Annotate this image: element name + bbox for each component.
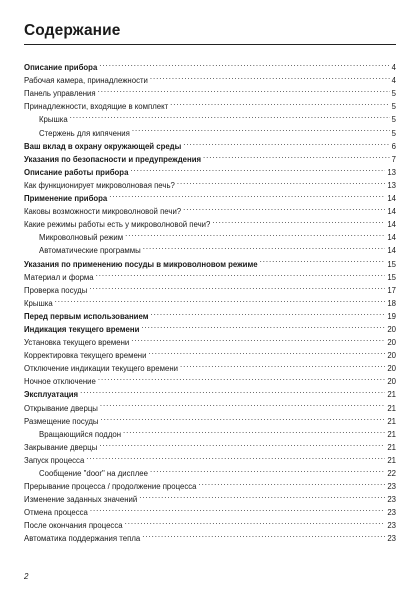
dot-leader bbox=[180, 358, 385, 371]
toc-entry-title: Автоматические программы bbox=[39, 246, 141, 256]
toc-entry-page: 20 bbox=[387, 338, 396, 348]
toc-entry-title: Панель управления bbox=[24, 89, 96, 99]
toc-entry bbox=[24, 397, 396, 413]
toc-entry-title: Проверка посуды bbox=[24, 285, 88, 295]
toc-entry-title: Микроволновый режим bbox=[39, 233, 124, 243]
toc-entry-title: Ваш вклад в охрану окружающей среды bbox=[24, 141, 182, 151]
toc-entry-page: 21 bbox=[387, 403, 396, 413]
toc-entry-page: 20 bbox=[387, 351, 396, 361]
toc-entry-title: Сообщение "door" на дисплее bbox=[39, 469, 148, 478]
dot-leader bbox=[148, 345, 385, 358]
dot-leader bbox=[109, 188, 385, 201]
toc-entry-title: Индикация текущего времени bbox=[24, 324, 140, 334]
dot-leader bbox=[177, 175, 385, 188]
dot-leader bbox=[203, 149, 390, 162]
table-of-contents bbox=[24, 57, 396, 544]
toc-entry-title: Материал и форма bbox=[24, 272, 94, 282]
dot-leader bbox=[80, 384, 385, 397]
dot-leader bbox=[98, 83, 390, 96]
dot-leader bbox=[170, 96, 390, 109]
toc-entry-page: 21 bbox=[387, 455, 396, 465]
page-title: Содержание bbox=[24, 22, 121, 39]
dot-leader bbox=[89, 280, 385, 293]
dot-leader bbox=[70, 109, 390, 122]
dot-leader bbox=[141, 319, 385, 332]
toc-entry-title: После окончания процесса bbox=[24, 521, 123, 531]
toc-entry-page: 15 bbox=[387, 272, 396, 282]
toc-entry-page: 21 bbox=[387, 390, 396, 400]
dot-leader bbox=[86, 450, 385, 463]
toc-entry-page: 13 bbox=[387, 167, 396, 177]
toc-entry-page: 23 bbox=[387, 534, 396, 544]
toc-entry-page: 5 bbox=[391, 115, 396, 125]
toc-entry bbox=[24, 122, 396, 138]
dot-leader bbox=[100, 397, 385, 410]
dot-leader bbox=[98, 371, 385, 384]
dot-leader bbox=[131, 332, 385, 345]
dot-leader bbox=[130, 162, 385, 175]
dot-leader bbox=[139, 489, 385, 502]
toc-entry-title: Отключение индикации текущего времени bbox=[24, 364, 178, 374]
toc-entry-page: 14 bbox=[387, 233, 396, 243]
dot-leader bbox=[142, 528, 385, 541]
toc-entry-title: Крышка bbox=[24, 298, 53, 308]
toc-entry-title: Указания по безопасности и предупреждения bbox=[24, 154, 202, 164]
toc-entry-page: 5 bbox=[391, 102, 396, 112]
toc-entry-title: Перед первым использованием bbox=[24, 311, 149, 321]
toc-entry-page: 21 bbox=[387, 429, 396, 439]
toc-entry-title: Описание работы прибора bbox=[24, 167, 129, 177]
toc-entry-page: 14 bbox=[387, 207, 396, 217]
toc-section-entry bbox=[24, 306, 396, 319]
toc-entry-page: 19 bbox=[387, 311, 396, 321]
toc-section-entry bbox=[24, 384, 396, 400]
dot-leader bbox=[212, 214, 385, 227]
toc-entry-page: 20 bbox=[387, 324, 396, 334]
toc-entry-title: Ночное отключение bbox=[24, 377, 96, 387]
toc-entry-page: 20 bbox=[387, 364, 396, 374]
toc-entry-page: 4 bbox=[391, 76, 396, 86]
toc-entry-title: Крышка bbox=[39, 115, 68, 125]
dot-leader bbox=[101, 411, 386, 424]
toc-entry-title: Отмена процесса bbox=[24, 508, 88, 518]
toc-entry-title: Каковы возможности микроволновой печи? bbox=[24, 207, 182, 217]
dot-leader bbox=[125, 515, 386, 528]
toc-entry-title: Эксплуатация bbox=[24, 390, 79, 400]
dot-leader bbox=[150, 70, 390, 83]
toc-section-entry bbox=[24, 57, 396, 73]
dot-leader bbox=[198, 476, 385, 489]
toc-entry-title: Принадлежности, входящие в комплект bbox=[24, 102, 169, 112]
toc-entry-page: 6 bbox=[391, 141, 396, 151]
toc-entry-title: Размещение посуды bbox=[24, 416, 99, 426]
toc-entry-title: Автоматика поддержания тепла bbox=[24, 534, 141, 544]
toc-entry bbox=[24, 293, 396, 306]
dot-leader bbox=[123, 424, 385, 437]
dot-leader bbox=[99, 57, 389, 70]
toc-entry-page: 13 bbox=[387, 180, 396, 190]
toc-entry-title: Применение прибора bbox=[24, 194, 108, 204]
toc-entry-page: 5 bbox=[391, 128, 396, 138]
toc-entry-page: 23 bbox=[387, 508, 396, 518]
dot-leader bbox=[183, 201, 385, 214]
toc-entry-page: 7 bbox=[391, 154, 396, 164]
toc-entry-page: 4 bbox=[391, 63, 396, 73]
dot-leader bbox=[150, 463, 385, 476]
toc-entry-title: Описание прибора bbox=[24, 63, 98, 73]
toc-entry-title: Указания по применению посуды в микроволновом режиме bbox=[24, 259, 258, 269]
toc-entry-title: Вращающийся поддон bbox=[39, 429, 122, 439]
title-underline bbox=[24, 44, 396, 45]
toc-entry-page: 14 bbox=[387, 194, 396, 204]
toc-entry-title: Закрывание дверцы bbox=[24, 442, 98, 452]
toc-entry-page: 21 bbox=[387, 416, 396, 426]
toc-entry-title: Установка текущего времени bbox=[24, 338, 130, 348]
toc-entry-page: 14 bbox=[387, 246, 396, 256]
dot-leader bbox=[90, 502, 385, 515]
dot-leader bbox=[96, 267, 386, 280]
toc-entry-title: Стержень для кипячения bbox=[39, 128, 130, 138]
toc-entry-page: 20 bbox=[387, 377, 396, 387]
toc-entry-title: Какие режимы работы есть у микроволновой печи? bbox=[24, 220, 211, 230]
toc-entry-title: Открывание дверцы bbox=[24, 403, 98, 413]
toc-entry-title: Рабочая камера, принадлежности bbox=[24, 76, 148, 86]
dot-leader bbox=[143, 240, 386, 253]
toc-entry-page: 18 bbox=[387, 298, 396, 308]
dot-leader bbox=[150, 306, 385, 319]
toc-entry-page: 22 bbox=[387, 469, 396, 478]
toc-entry-page: 21 bbox=[387, 442, 396, 452]
page-number: 2 bbox=[24, 572, 29, 581]
toc-entry-title: Как функционирует микроволновая печь? bbox=[24, 180, 175, 190]
dot-leader bbox=[55, 293, 386, 306]
toc-entry bbox=[24, 109, 396, 125]
dot-leader bbox=[125, 227, 385, 240]
dot-leader bbox=[183, 136, 389, 149]
toc-entry-title: Прерывание процесса / продолжение процесса bbox=[24, 482, 197, 492]
toc-entry-title: Запуск процесса bbox=[24, 455, 85, 465]
toc-entry-title: Изменение заданных значений bbox=[24, 495, 138, 505]
toc-entry-page: 23 bbox=[387, 521, 396, 531]
toc-entry-page: 17 bbox=[387, 285, 396, 295]
toc-entry-page: 15 bbox=[387, 259, 396, 269]
dot-leader bbox=[260, 253, 386, 266]
toc-entry-page: 5 bbox=[391, 89, 396, 99]
dot-leader bbox=[132, 122, 390, 135]
toc-entry-title: Корректировка текущего времени bbox=[24, 351, 147, 361]
toc-entry-page: 14 bbox=[387, 220, 396, 230]
toc-entry-page: 23 bbox=[387, 482, 396, 492]
dot-leader bbox=[99, 437, 385, 450]
toc-entry-page: 23 bbox=[387, 495, 396, 505]
